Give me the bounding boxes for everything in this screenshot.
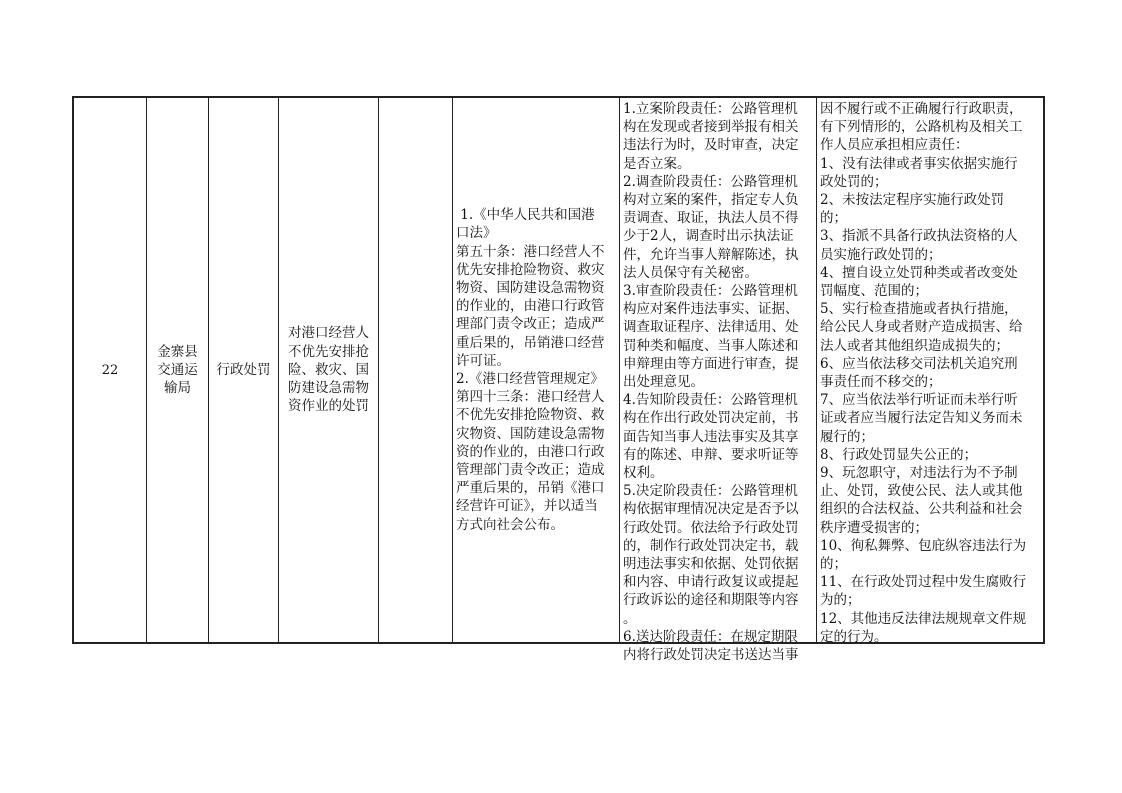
item-name-cell	[279, 98, 378, 642]
responsibility-cell	[620, 98, 816, 664]
basis-article-1: 第五十条：港口经营人不 优先安排抢险物资、救灾 物资、国防建设急需物资 的作业的，由港口行政管 理部门责令改正；造成严 重后果的，吊销港口经营 许可证。	[456, 243, 605, 369]
basis-article-2: 第四十三条：港口经营人 不优先安排抢险物资、救 灾物资、国防建设急需物 资的作业的，由港口行政 管理部门责令改正；造成 严重后果的，吊销《港口 经营许可证》，并以适当 方式向社会公布。	[456, 389, 605, 533]
responsibility-item: 3.审查阶段责任：公路管理机 构应对案件违法事实、证据、 调查取证程序、法律适用、处 罚种类和幅度、当事人陈述和 申辩理由等方面进行审查，提 出处理意见。	[623, 283, 799, 391]
penalty-category: 行政处罚	[216, 361, 271, 378]
basis-law-1: 1.《中华人民共和国港 口法》	[456, 207, 595, 242]
basis-law-2: 2.《港口经营管理规定》	[456, 371, 604, 387]
row-number: 22	[101, 362, 119, 378]
accountability-intro: 因不履行或不正确履行行政职责， 有下列情形的，公路机构及相关工 作人员应承担相应责任：	[820, 101, 1023, 154]
accountability-item: 2、未按法定程序实施行政处罚 的；	[820, 192, 1005, 227]
legal-basis-text	[456, 206, 605, 534]
responsibility-item: 6.送达阶段责任：在规定期限 内将行政处罚决定书送达当事	[623, 628, 799, 664]
accountability-item: 11、在行政处罚过程中发生腐败行 为的；	[820, 574, 1027, 609]
accountability-item: 12、其他违反法律法规规章文件规 定的行为。	[820, 610, 1027, 645]
accountability-item: 7、应当依法举行听证而未举行听 证或者应当履行法定告知义务而未 履行的；	[820, 392, 1023, 445]
legal-basis-cell	[453, 98, 619, 642]
accountability-item: 8、行政处罚显失公正的；	[820, 446, 978, 463]
category-cell	[209, 98, 278, 642]
accountability-cell	[817, 98, 1045, 645]
responsibility-item: 2.调查阶段责任：公路管理机 构对立案的案件，指定专人负 责调查、取证，执法人员不得 少于2人，调查时出示执法证 件，允许当事人辩解陈述，执 法人员保守有关秘密。	[623, 173, 799, 281]
sub-item-cell	[379, 98, 452, 642]
accountability-item: 6、应当依法移交司法机关追究刑 事责任而不移交的；	[820, 355, 1018, 391]
accountability-item: 4、擅自设立处罚种类或者改变处 罚幅度、范围的；	[820, 264, 1018, 300]
responsibility-item: 4.告知阶段责任：公路管理机 构在作出行政处罚决定前，书 面告知当事人违法事实及其享 有的陈述、申辩、要求听证等 权利。	[623, 392, 799, 482]
accountability-item: 1、没有法律或者事实依据实施行 政处罚的；	[820, 155, 1018, 190]
row-number-cell	[74, 98, 146, 642]
department-name: 金寨县 交通运 输局	[157, 343, 198, 397]
accountability-item: 10、徇私舞弊、包庇纵容违法行为 的；	[820, 537, 1027, 573]
responsibility-item: 5.决定阶段责任：公路管理机 构依据审理情况决定是否予以 行政处罚。依法给予行政处罚 的，制作行政处罚决定书，载 明违法事实和依据、处罚依据 和内容、申请行政复议或提起 行政诉讼的途径和期限等内容 。	[623, 483, 799, 627]
responsibility-item: 1.立案阶段责任：公路管理机 构在发现或者接到举报有相关 违法行为时，及时审查，决定 是否立案。	[623, 101, 799, 172]
item-name: 对港口经营人 不优先安排抢 险、救灾、国 防建设急需物 资作业的处罚	[288, 325, 369, 415]
accountability-item: 5、实行检查措施或者执行措施， 给公民人身或者财产造成损害、给 法人或者其他组织造成损失的；	[820, 301, 1023, 354]
accountability-item: 3、指派不具备行政执法资格的人 员实施行政处罚的；	[820, 228, 1018, 263]
department-cell	[147, 98, 208, 642]
responsibility-table	[72, 96, 1045, 664]
accountability-item: 9、玩忽职守，对违法行为不予制 止、处罚，致使公民、法人或其他 组织的合法权益、公共利益和社会 秩序遭受损害的；	[820, 465, 1023, 536]
